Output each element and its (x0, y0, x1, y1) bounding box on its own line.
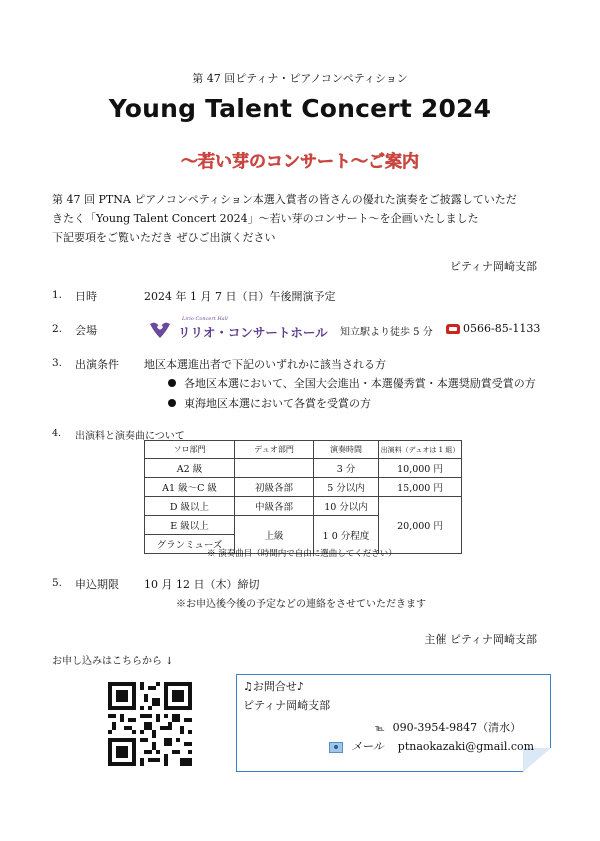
venue-access: 知立駅より徒歩 5 分 (340, 327, 433, 338)
table-row (145, 478, 462, 497)
mail-label: メール (351, 740, 384, 753)
item-deadline-number: 5. (52, 577, 63, 589)
cell-fee: 10,000 円 (379, 459, 462, 478)
item-conditions-lead: 地区本選進出者で下記のいずれかに該当される方 (144, 358, 386, 371)
header-duo: デュオ部門 (235, 441, 314, 459)
pre-title: 第 47 回ピティナ・ピアノコンペティション (192, 72, 408, 85)
cell-duo: 中級各部 (235, 497, 314, 516)
item-conditions-label: 出演条件 (75, 358, 119, 371)
table-row (145, 459, 462, 478)
venue-phone-number: 0566-85-1133 (463, 322, 541, 335)
intro-line-1: 第 47 回 PTNA ピアノコンペティション本選入賞者の皆さんの優れた演奏をご披露していただ (52, 193, 517, 206)
item-fees-label: 出演料と演奏曲について (75, 431, 185, 442)
item-date-label: 日時 (75, 290, 97, 303)
cell-duo (235, 459, 314, 478)
header-solo: ソロ部門 (145, 441, 235, 459)
item-fees-number: 4. (52, 428, 62, 439)
phone-icon (446, 324, 460, 334)
venue-phone (446, 322, 540, 335)
fees-note: ※ 演奏曲目（時間内で自由に選曲してください） (207, 549, 397, 559)
deadline-note: ※お申込後今後の予定などの連絡をさせていただきます (176, 599, 426, 610)
condition-text-2: 東海地区本選において各賞を受賞の方 (184, 397, 371, 410)
header-fee: 出演料（デュオは 1 組） (379, 441, 462, 459)
cell-time: 1 0 分程度 (314, 516, 379, 554)
item-conditions-number: 3. (52, 357, 63, 369)
intro-line-2: きたく「Young Talent Concert 2024」～若い芽のコンサート～を企画いたしました (52, 212, 479, 225)
cell-solo: D 級以上 (145, 497, 235, 516)
condition-bullet-1 (168, 375, 536, 391)
tel-label: ℡ (375, 724, 385, 734)
page-title: Young Talent Concert 2024 (108, 94, 492, 123)
item-venue-label: 会場 (75, 324, 97, 337)
apply-text: お申し込みはこちらから ↓ (52, 656, 174, 667)
contact-email[interactable]: ptnaokazaki@gmail.com (397, 740, 535, 753)
qr-code-icon[interactable] (108, 682, 192, 766)
contact-tel-number: 090-3954-9847（清水） (392, 721, 522, 734)
table-header-row (145, 441, 462, 459)
contact-box (236, 674, 551, 772)
condition-bullet-2 (168, 395, 371, 411)
cell-solo: A2 級 (145, 459, 235, 478)
cell-fee: 15,000 円 (379, 478, 462, 497)
email-icon (329, 742, 343, 753)
cell-time: 10 分以内 (314, 497, 379, 516)
intro-line-3: 下記要項をご覧いただき ぜひご出演ください (52, 231, 276, 244)
cell-solo: E 級以上 (145, 516, 235, 535)
item-deadline-label: 申込期限 (75, 578, 119, 591)
page-subtitle: ～若い芽のコンサート～ご案内 (181, 152, 419, 172)
venue-logo-text: リリオ・コンサートホール (178, 325, 328, 340)
contact-tel (375, 719, 521, 735)
item-deadline-value: 10 月 12 日（木）締切 (144, 578, 260, 591)
cell-duo: 上級 (235, 516, 314, 554)
organizer: 主催 ピティナ岡崎支部 (424, 633, 537, 646)
contact-mail (329, 738, 534, 754)
cell-duo: 初級各部 (235, 478, 314, 497)
contact-org: ピティナ岡崎支部 (243, 699, 331, 712)
venue-logo-small: Lirio Concert Hall (182, 316, 228, 322)
contact-heading: ♫お問合せ♪ (243, 680, 304, 693)
table-row (145, 497, 462, 516)
cell-time: 3 分 (314, 459, 379, 478)
venue-logo (148, 316, 328, 342)
bullet-icon (168, 399, 176, 407)
intro-signature: ピティナ岡崎支部 (449, 260, 537, 273)
item-venue-number: 2. (52, 323, 63, 335)
header-time: 演奏時間 (314, 441, 379, 459)
item-date-number: 1. (52, 289, 63, 301)
bullet-icon (168, 379, 176, 387)
cell-time: 5 分以内 (314, 478, 379, 497)
cell-solo: グランミューズ (145, 535, 235, 554)
cell-fee: 20,000 円 (379, 497, 462, 554)
cell-solo: A1 級～C 級 (145, 478, 235, 497)
condition-text-1: 各地区本選において、全国大会進出・本選優秀賞・本選奨励賞受賞の方 (184, 377, 536, 390)
fees-table (144, 440, 462, 554)
item-date-value: 2024 年 1 月 7 日（日）午後開演予定 (144, 290, 336, 303)
